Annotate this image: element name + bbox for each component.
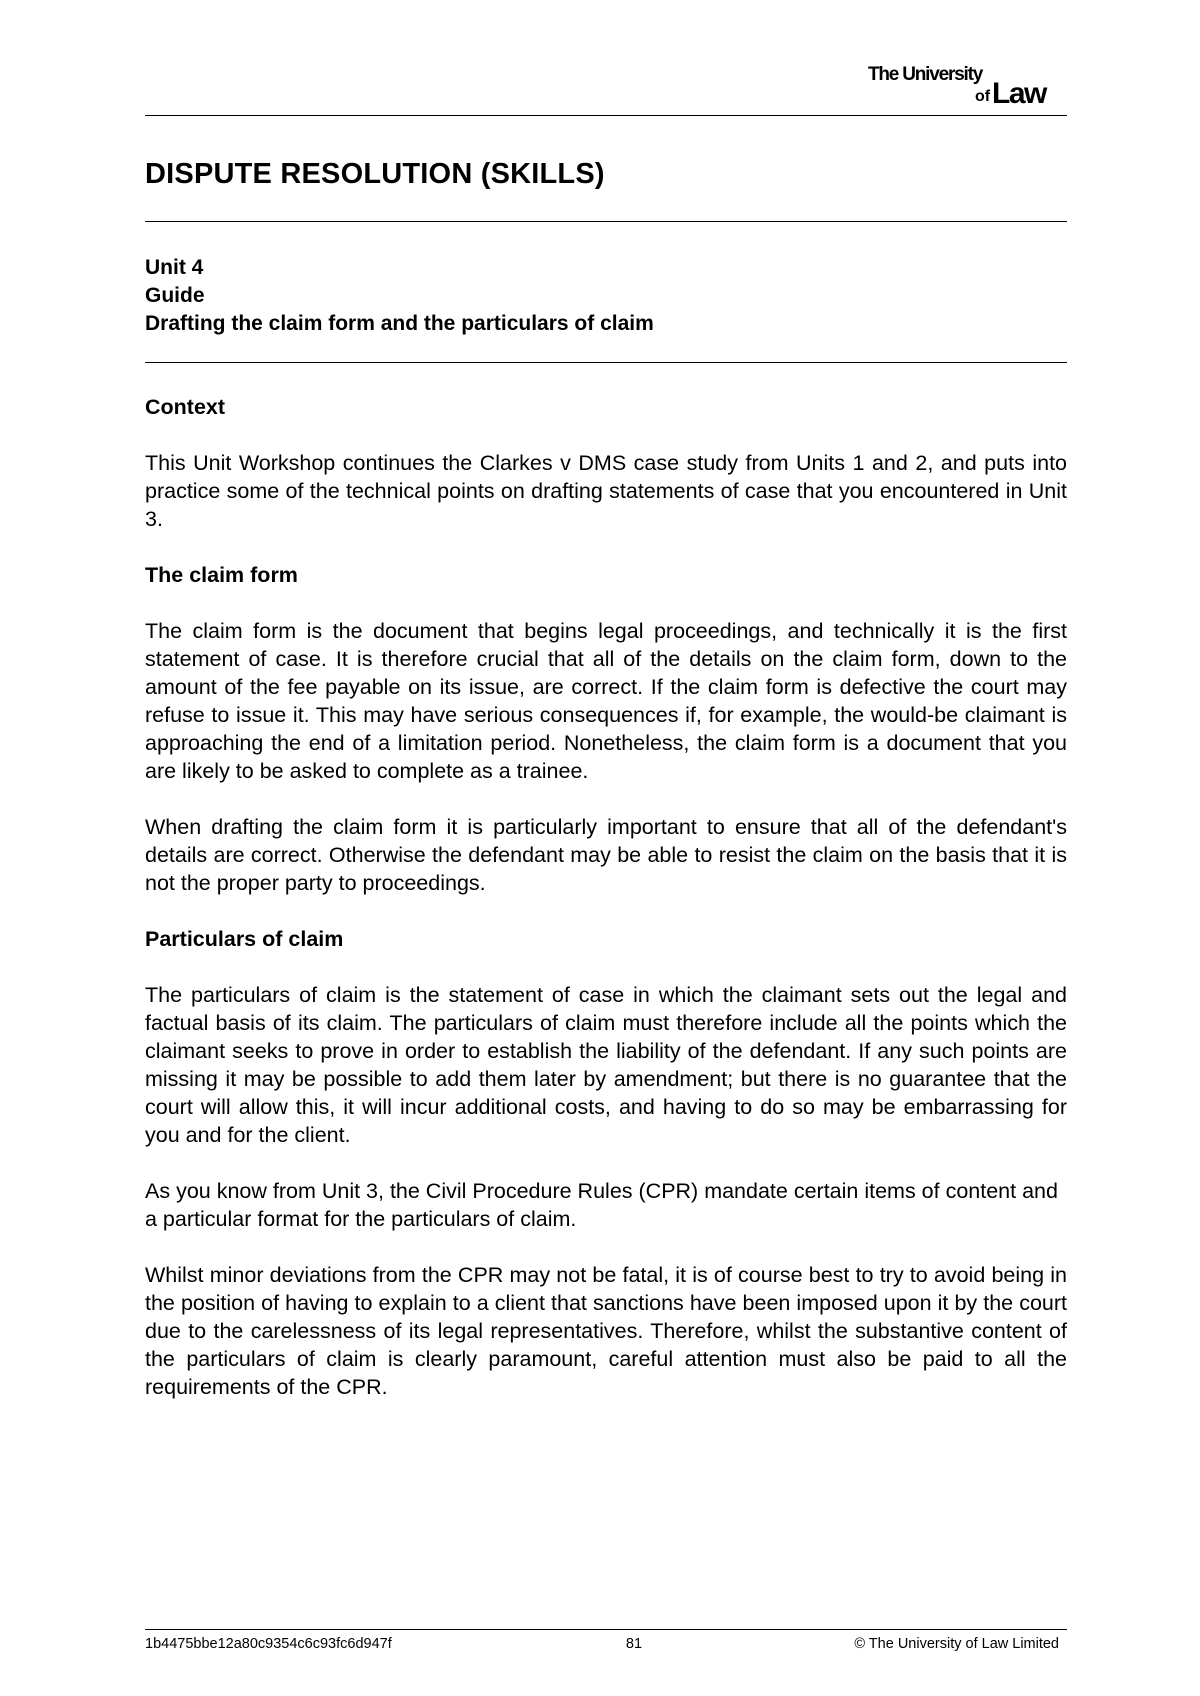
unit-type: Guide xyxy=(145,284,205,307)
unit-number: Unit 4 xyxy=(145,256,204,279)
svg-text:of: of xyxy=(975,88,991,105)
svg-text:The University: The University xyxy=(868,64,983,85)
unit-divider xyxy=(145,362,1067,363)
university-logo xyxy=(867,62,1067,106)
paragraph: The claim form is the document that begins legal proceedings, and technically it is the first statement of case. It is therefore crucial that all of the details on the claim form, down to the amount of the fee payable on its issue, are correct. If the claim form is defective the court may refuse to issue it. This may have serious consequences if, for example, the would-be claimant is approaching the end of a limitation period. Nonetheless, the claim form is a document that you are likely to be asked to complete as a trainee. xyxy=(145,619,1067,783)
header-divider xyxy=(145,115,1067,116)
paragraph: When drafting the claim form it is particularly important to ensure that all of the defendant's details are correct. Otherwise the defendant may be able to resist the claim on the basis that it is not the proper party to proceedings. xyxy=(145,815,1067,895)
paragraph: As you know from Unit 3, the Civil Procedure Rules (CPR) mandate certain items of content and a particular format for the particulars of claim. xyxy=(145,1179,1058,1231)
unit-subtitle: Drafting the claim form and the particulars of claim xyxy=(145,312,654,335)
document-title: DISPUTE RESOLUTION (SKILLS) xyxy=(145,158,605,190)
section-claim-form xyxy=(145,561,1067,897)
title-divider xyxy=(145,221,1067,222)
page-footer xyxy=(145,1636,1067,1656)
paragraph: The particulars of claim is the statement of case in which the claimant sets out the legal and factual basis of its claim. The particulars of claim must therefore include all the points which the claimant seeks to prove in order to establish the liability of the defendant. If any such points are missing it may be possible to add them later by amendment; but there is no guarantee that the court will allow this, it will incur additional costs, and having to do so may be embarrassing for you and for the client. xyxy=(145,983,1067,1147)
copyright-notice: © The University of Law Limited xyxy=(854,1636,1059,1652)
footer-divider xyxy=(145,1629,1067,1630)
section-particulars xyxy=(145,925,1067,1401)
section-context xyxy=(145,393,1067,533)
section-heading: Particulars of claim xyxy=(145,927,344,951)
paragraph: This Unit Workshop continues the Clarkes v DMS case study from Units 1 and 2, and puts into practice some of the technical points on drafting statements of case that you encountered in Unit 3. xyxy=(145,451,1067,531)
unit-info xyxy=(145,254,654,338)
svg-text:Law: Law xyxy=(992,77,1046,106)
document-id: 1b4475bbe12a80c9354c6c93fc6d947f xyxy=(145,1636,392,1652)
paragraph: Whilst minor deviations from the CPR may not be fatal, it is of course best to try to avoid being in the position of having to explain to a client that sanctions have been imposed upon it by the court due to the carelessness of its legal representatives. Therefore, whilst the substantive content of the particulars of claim is clearly paramount, careful attention must also be paid to all the requirements of the CPR. xyxy=(145,1263,1067,1399)
section-heading: Context xyxy=(145,395,226,419)
section-heading: The claim form xyxy=(145,563,298,587)
document-body xyxy=(145,393,1067,1429)
page-number: 81 xyxy=(625,1636,643,1652)
